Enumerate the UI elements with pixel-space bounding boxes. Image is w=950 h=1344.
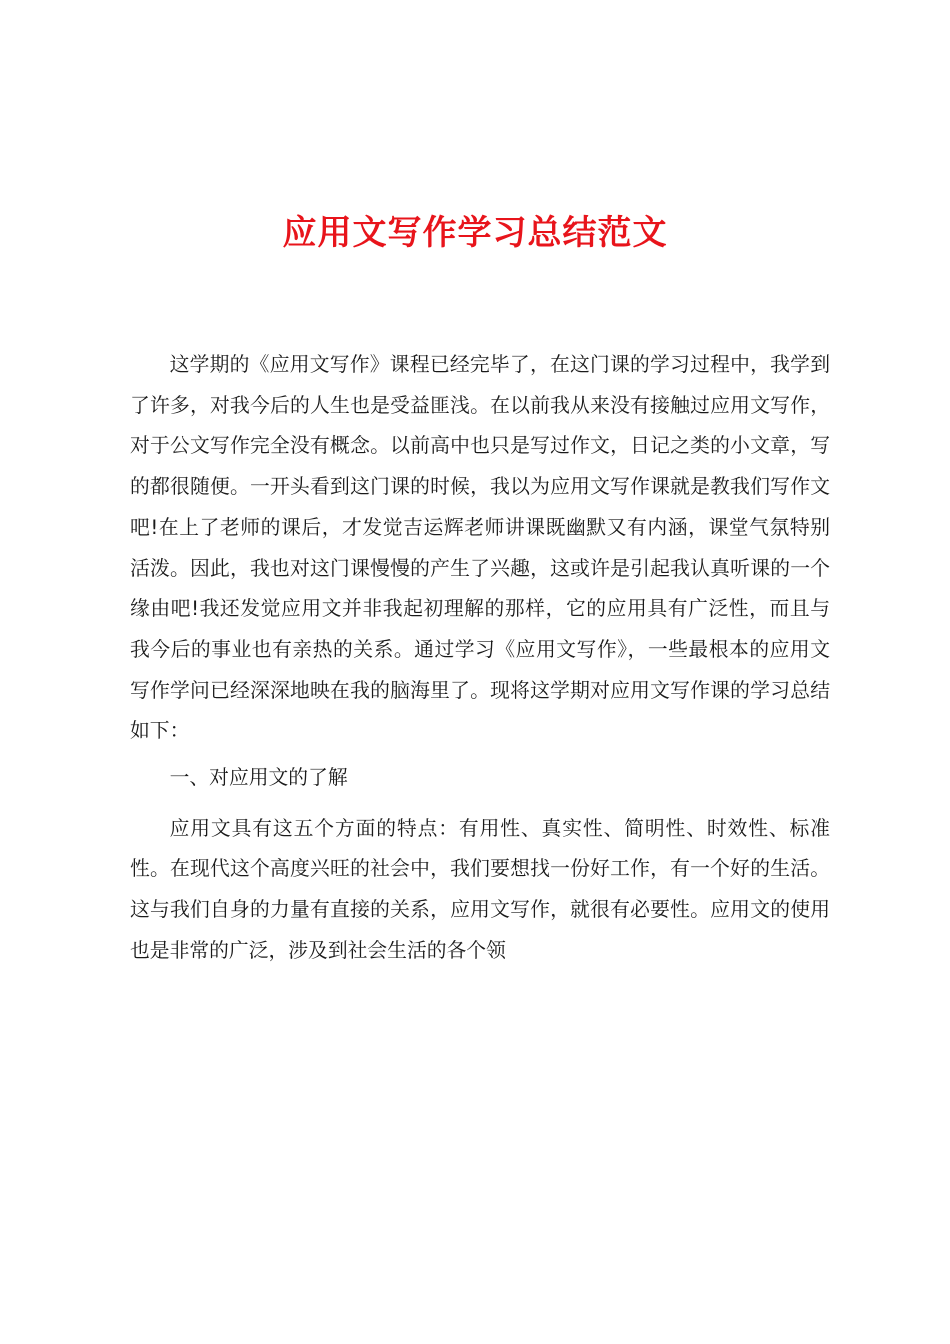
section-heading: 一、对应用文的了解 bbox=[169, 766, 348, 790]
section-paragraph: 应用文具有这五个方面的特点：有用性、真实性、简明性、时效性、标准性。在现代这个高度兴旺的社会中，我们要想找一份好工作，有一个好的生活。这与我们自身的力量有直接的关系，应用文写作，就很有必要性。应用文的使用也是非常的广泛，涉及到社会生活的各个领 bbox=[130, 816, 830, 962]
intro-paragraph: 这学期的《应用文写作》课程已经完毕了，在这门课的学习过程中，我学到了许多，对我今后的人生也是受益匪浅。在以前我从来没有接触过应用文写作，对于公文写作完全没有概念。以前高中也只是写过作文，日记之类的小文章，写的都很随便。一开头看到这门课的时候，我以为应用文写作课就是教我们写作文吧!在上了老师的课后，才发觉吉运辉老师讲课既幽默又有内涵，课堂气氛特别活泼。因此，我也对这门课慢慢的产生了兴趣，这或许是引起我认真听课的一个缘由吧!我还发觉应用文并非我起初理解的那样，它的应用具有广泛性，而且与我今后的事业也有亲热的关系。通过学习《应用文写作》，一些最根本的应用文写作学问已经深深地映在我的脑海里了。现将这学期对应用文写作课的学习总结如下： bbox=[130, 353, 830, 743]
document-body bbox=[130, 345, 830, 972]
document-title: 应用文写作学习总结范文 bbox=[282, 213, 668, 253]
